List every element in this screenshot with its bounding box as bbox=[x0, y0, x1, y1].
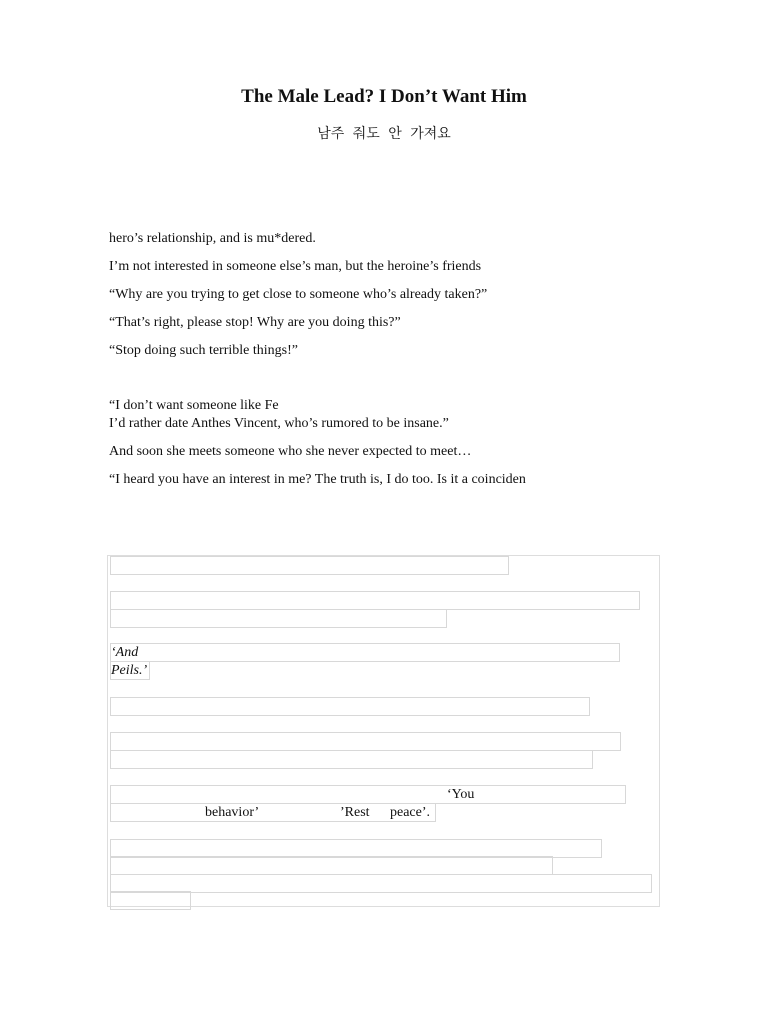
paragraph: “I heard you have an interest in me? The truth is, I do too. Is it a coinciden bbox=[109, 472, 526, 487]
paragraph: I’m not interested in someone else’s man, but the heroine’s friends bbox=[109, 259, 482, 274]
redacted-line bbox=[110, 891, 191, 910]
page-subtitle: 남주 줘도 안 가져요 bbox=[317, 126, 451, 142]
redacted-line bbox=[110, 643, 620, 662]
page-title: The Male Lead? I Don’t Want Him bbox=[241, 86, 527, 107]
redacted-line bbox=[110, 874, 652, 893]
text-fragment: peace’. bbox=[390, 805, 431, 820]
redacted-line bbox=[110, 732, 621, 751]
paragraph: “I don’t want someone like Fe bbox=[109, 398, 279, 413]
paragraph: “Stop doing such terrible things!” bbox=[109, 343, 298, 358]
text-fragment: Peils.’ bbox=[111, 663, 148, 678]
paragraph: And soon she meets someone who she never expected to meet… bbox=[109, 444, 472, 459]
text-fragment: ‘You bbox=[447, 787, 475, 802]
text-fragment: behavior’ bbox=[205, 805, 260, 820]
redacted-line bbox=[110, 750, 593, 769]
paragraph: hero’s relationship, and is mu*dered. bbox=[109, 231, 316, 246]
text-fragment: ‘And bbox=[111, 645, 139, 660]
redacted-line bbox=[110, 785, 626, 804]
text-fragment: ’Rest bbox=[340, 805, 370, 820]
paragraph: I’d rather date Anthes Vincent, who’s rumored to be insane.” bbox=[109, 416, 449, 431]
redacted-line bbox=[110, 856, 553, 875]
redacted-line bbox=[110, 591, 640, 610]
redacted-line bbox=[110, 697, 590, 716]
redacted-line bbox=[110, 609, 447, 628]
paragraph: “That’s right, please stop! Why are you doing this?” bbox=[109, 315, 401, 330]
redacted-line bbox=[110, 803, 436, 822]
paragraph: “Why are you trying to get close to someone who’s already taken?” bbox=[109, 287, 488, 302]
redacted-line bbox=[110, 556, 509, 575]
